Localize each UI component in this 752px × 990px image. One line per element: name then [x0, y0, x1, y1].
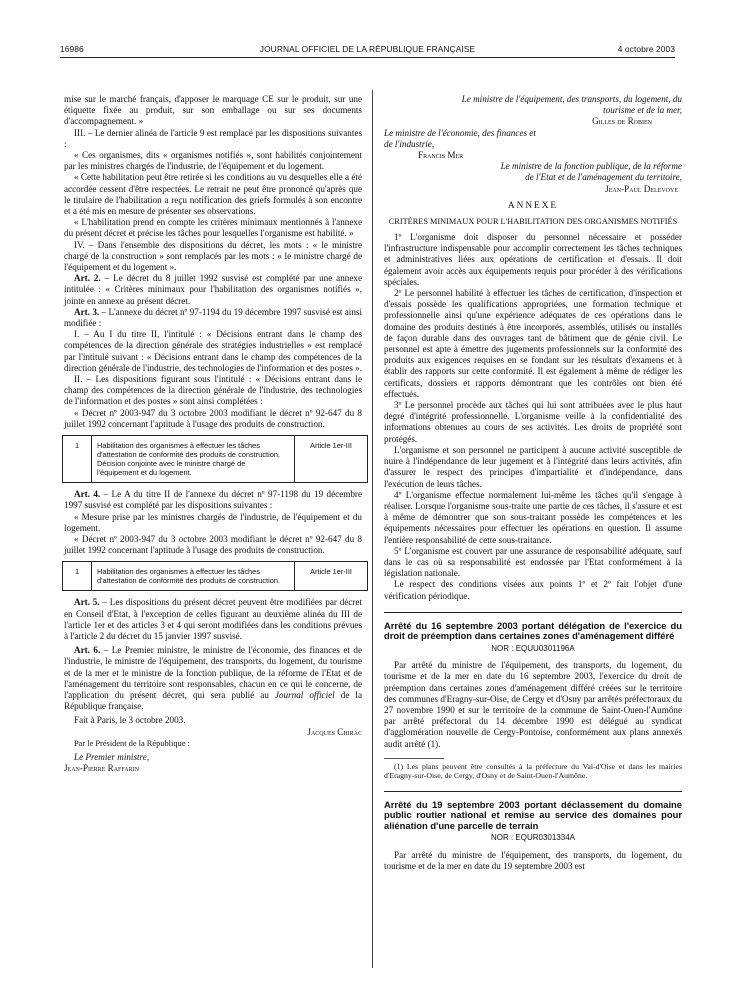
signer-president: Jacques Chirac — [307, 726, 362, 737]
paragraph: III. – Le dernier alinéa de l'article 9 est remplacé par les dispositions suivantes : — [64, 127, 362, 149]
page-number: 16986 — [60, 44, 84, 54]
signer-name: Gilles de Robien — [592, 116, 652, 127]
journal-title: JOURNAL OFFICIEL DE LA RÉPUBLIQUE FRANÇAISE — [259, 44, 476, 54]
paragraph: 2º Le personnel habilité à effectuer les tâches de certification, d'inspection et d'essais possède les qualifications appropriées, une formation technique et professionnelle ainsi qu'une expérience adéquates de ces opérations dans le domaine des produits destinés à être incorporés, assemblés, utilisés ou installés de façon durable dans des ouvrages tant de bâtiment que de génie civil. Le personnel est apte à émettre des jugements professionnels sur la conformité des produits aux exigences requises en se fondant sur les résultats d'examens et à établir des rapports sur cette conformité. Il est également à même de rédiger les certificats, dossiers et rapports démontrant que les contrôles ont bien été effectués. — [384, 288, 682, 399]
table-cell-article: Article 1er-III — [295, 436, 368, 483]
paragraph: 3º Le personnel procède aux tâches qui lui sont attribuées avec le plus haut degré d'intégrité professionnelle. L'organisme veille à la confidentialité des informations obtenues au cours de ses activités. Les droits de propriété sont protégés. — [384, 400, 682, 444]
article-label: Art. 5. — [74, 597, 100, 608]
table-cell-description: Habilitation des organismes à effectuer les tâches d'attestation de conformité des produits de construction. — [92, 562, 295, 591]
paragraph: L'organisme et son personnel ne participent à aucune activité susceptible de nuire à l'indépendance de leur jugement et à l'intégrité dans leurs activités, afin d'assurer le respect des principes d'impartialité et d'indépendance, dans l'exécution de leurs tâches. — [384, 444, 682, 489]
article-4 — [64, 489, 362, 511]
annex-subheading: CRITÈRES MINIMAUX POUR L'HABILITATION DES ORGANISMES NOTIFIÉS — [388, 217, 678, 227]
table-cell-description: Habilitation des organismes à effectuer les tâches d'attestation de conformité des produits de construction. Décision conjointe avec le ministre chargé de l'équipement et du logement. — [92, 436, 295, 483]
signer-title: Le ministre de l'équipement, des transports, du logement, du tourisme et de la mer, — [461, 94, 682, 116]
nor-reference: NOR : EQUR0301334A — [490, 833, 576, 843]
table-row — [63, 436, 368, 483]
paragraph: « Décret nº 2003-947 du 3 octobre 2003 modifiant le décret nº 92-647 du 8 juillet 1992 concernant l'aptitude à l'usage des produits de construction. — [64, 533, 362, 556]
journal-name: Journal officiel — [274, 689, 335, 700]
decree-title: Arrêté du 16 septembre 2003 portant délégation de l'exercice du droit de préemption dans certaines zones d'aménagement différé — [384, 619, 682, 642]
article-text: – L'annexe du décret nº 97-1194 du 19 décembre 1997 susvisé est ainsi modifiée : — [64, 306, 362, 329]
nor-reference: NOR : EQUU0301196A — [491, 643, 575, 653]
signer-title: Le ministre de l'économie, des finances et de l'industrie, — [384, 127, 536, 149]
signer-name: Francis Mer — [418, 150, 464, 161]
signature-intro: Par le Président de la République : — [74, 738, 190, 748]
paragraph: IV. – Dans l'ensemble des dispositions du décret, les mots : « le ministre chargé de la construction » sont remplacés par les mots : « le ministre chargé de l'équipement et du logement ». — [64, 239, 362, 273]
article-text: – Le A du titre II de l'annexe du décret nº 97-1198 du 19 décembre 1997 susvisé est complété par les dispositions suivantes : — [64, 489, 362, 511]
article-3 — [64, 307, 362, 329]
paragraph: « L'habilitation prend en compte les critères minimaux mentionnés à l'annexe du présent décret et précise les tâches pour lesquelles l'organisme est habilité. » — [64, 217, 362, 239]
issue-date: 4 octobre 2003 — [617, 44, 675, 54]
paragraph: « Cette habilitation peut être retirée si les conditions au vu desquelles elle a été accordée cessent d'être respectées. Le retrait ne peut être prononcé qu'après que le titulaire de l'habilitation a reçu notification des griefs formulés à son encontre et a été mis en mesure de présenter ses observations. — [64, 172, 362, 217]
table-cell-number: 1 — [63, 562, 92, 591]
table-row — [63, 562, 368, 591]
signature-place-date: Fait à Paris, le 3 octobre 2003. — [74, 715, 186, 726]
decree-title: Arrêté du 19 septembre 2003 portant déclassement du domaine public routier national et remise au service des domaines pour aliénation d'une parcelle de terrain — [384, 798, 682, 831]
signer-name: Jean-Pierre Raffarin — [64, 763, 139, 774]
table-cell-number: 1 — [63, 436, 92, 483]
section-rule — [384, 612, 682, 613]
article-label: Art. 2. — [74, 273, 101, 284]
article-text: – Le décret du 8 juillet 1992 susvisé est complété par une annexe intitulée : « Critères minimaux pour l'habilitation des organismes notifiés », jointe en annexe au présent décret. — [64, 273, 362, 306]
footnote: (1) Les plans peuvent être consultés à la préfecture du Val-d'Oise et dans les mairies d'Eragny-sur-Oise, de Cergy, d'Osny et de Saint-Ouen-l'Aumône. — [384, 761, 682, 781]
table-cell-article: Article 1er-III — [295, 562, 368, 591]
paragraph: mise sur le marché français, d'apposer le marquage CE sur le produit, sur une étiquette fixée au produit, sur son emballage ou sur ses documents d'accompagnement. » — [64, 94, 362, 127]
paragraph: « Mesure prise par les ministres chargés de l'industrie, de l'équipement et du logement. — [64, 511, 362, 533]
signer-name: Jean-Paul Delevoye — [605, 183, 678, 194]
paragraph: II. – Les dispositions figurant sous l'intitulé : « Décisions entrant dans le champ des compétences de la direction générale de l'industrie, des technologies de l'information et des postes » sont ainsi complétées : — [64, 374, 362, 407]
signer-title: Le ministre de la fonction publique, de la réforme de l'Etat et de l'aménagement du territoire, — [500, 161, 682, 183]
column-divider — [372, 90, 373, 968]
article-label: Art. 3. — [74, 306, 100, 317]
signer-title: Le Premier ministre, — [74, 751, 150, 762]
article-text: – Le Premier ministre, le ministre de l'économie, des finances et de l'industrie, le ministre de l'équipement, des transports, du logement, du tourisme et de la mer et le ministre de la fonction publique, de la réforme de l'Etat et de l'aménagement du territoire sont responsables, chacun en ce qui le concerne, de l'application du présent décret, qui sera publié au — [64, 645, 362, 700]
paragraph: Par arrêté du ministre de l'équipement, des transports, du logement, du tourisme et de la mer en date du 16 septembre 2003, l'exercice du droit de préemption dans certaines zones d'aménagement différé créées sur le territoire des communes d'Eragny-sur-Oise, de Cergy et d'Osny par arrêtés préfectoraux du 27 novembre 1990 et sur le territoire de la commune de Saint-Ouen-l'Aumône par arrêté préfectoral du 14 décembre 1990 est délégué au syndicat d'agglomération nouvelle de Cergy-Pontoise, conformément aux plans annexés audit arrêté (1). — [384, 660, 682, 749]
article-5 — [64, 597, 362, 642]
right-column — [384, 94, 682, 872]
paragraph: Le respect des conditions visées aux points 1º et 2º fait l'objet d'une vérification périodique. — [384, 579, 682, 601]
decision-table-1 — [62, 435, 368, 483]
page-header — [60, 44, 675, 58]
decision-table-2 — [62, 561, 368, 591]
article-text: de la République française. — [64, 689, 362, 712]
article-label: Art. 6. — [74, 645, 101, 656]
left-column — [64, 94, 362, 774]
paragraph: I. – Au I du titre II, l'intitulé : « Décisions entrant dans le champ des compétences de la direction générale des stratégies industrielles » est remplacé par l'intitulé suivant : « Décisions entrant dans le champ des compétences de la direction générale de l'industrie, des technologies de l'information et des postes ». — [64, 329, 362, 373]
article-6 — [64, 645, 362, 712]
paragraph: 1º L'organisme doit disposer du personnel nécessaire et posséder l'infrastructure indispensable pour accomplir correctement les tâches techniques et administratives liées aux opérations de certification et d'essais. Il doit également avoir accès aux équipements requis pour procéder à des vérifications spéciales. — [384, 232, 682, 287]
article-label: Art. 4. — [74, 489, 101, 500]
paragraph: 5º L'organisme est couvert par une assurance de responsabilité adéquate, sauf dans le cas où sa responsabilité est endossée par l'Etat conformément à la législation nationale. — [384, 545, 682, 579]
article-2 — [64, 273, 362, 307]
paragraph: « Décret nº 2003-947 du 3 octobre 2003 modifiant le décret nº 92-647 du 8 juillet 1992 concernant l'aptitude à l'usage des produits de construction. — [64, 407, 362, 429]
paragraph: 4º L'organisme effectue normalement lui-même les tâches qu'il s'engage à réaliser. Lorsque l'organisme sous-traite une partie de ces tâches, il s'assure et est à même de démontrer que son sous-traitant possède les compétences et les équipements nécessaires pour effectuer les opérations en question. Il assume l'entière responsabilité de cette sous-traitance. — [384, 489, 682, 545]
article-text: – Les dispositions du présent décret peuvent être modifiées par décret en Conseil d'Etat, à l'exception de celles figurant au deuxième alinéa du III de l'article 1er et des articles 3 et 4 qui seront modifiées dans les conditions prévues à l'article 2 du décret du 15 janvier 1997 susvisé. — [64, 597, 362, 641]
paragraph: Par arrêté du ministre de l'équipement, des transports, du logement, du tourisme et de la mer en date du 19 septembre 2003 est — [384, 849, 682, 871]
section-rule — [384, 791, 682, 792]
paragraph: « Ces organismes, dits « organismes notifiés », sont habilités conjointement par les ministres chargés de l'industrie, de l'équipement et du logement. — [64, 150, 362, 172]
annex-heading: ANNEXE — [507, 200, 559, 211]
footnote-rule — [384, 758, 444, 759]
header-rule — [60, 57, 675, 58]
